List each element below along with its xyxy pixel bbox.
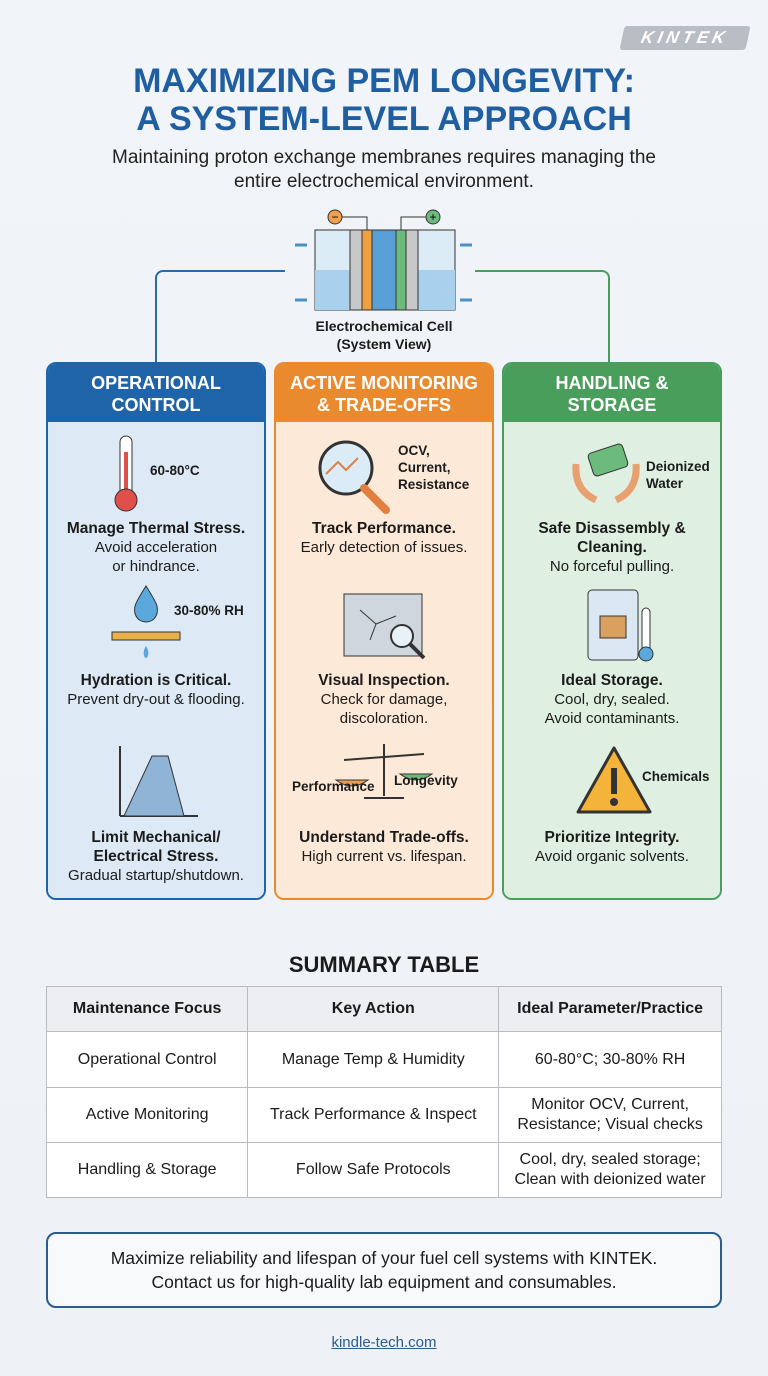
table-cell: Track Performance & Inspect bbox=[248, 1088, 499, 1143]
list-item: Prioritize Integrity. Avoid organic solvents. bbox=[535, 829, 689, 865]
website-link[interactable]: kindle-tech.com bbox=[331, 1334, 437, 1351]
table-cell: Cool, dry, sealed storage; Clean with deionized water bbox=[499, 1143, 722, 1198]
column-header: OPERATIONAL CONTROL bbox=[48, 364, 264, 422]
longevity-label: Longevity bbox=[394, 773, 458, 788]
ramp-graph-icon bbox=[112, 742, 202, 820]
header-cell: Ideal Parameter/Practice bbox=[499, 987, 722, 1032]
column-header: HANDLING & STORAGE bbox=[504, 364, 720, 422]
summary-table bbox=[46, 986, 722, 1198]
header-cell: Key Action bbox=[248, 987, 499, 1032]
header-cell: Maintenance Focus bbox=[47, 987, 248, 1032]
humidity-label: 30-80% RH bbox=[174, 603, 244, 618]
title-line-1: MAXIMIZING PEM LONGEVITY: bbox=[133, 62, 635, 100]
list-item: Limit Mechanical/ Electrical Stress. Gradual startup/shutdown. bbox=[68, 829, 244, 884]
electrochemical-cell-diagram bbox=[290, 200, 480, 315]
table-row bbox=[47, 1088, 722, 1143]
list-item: Manage Thermal Stress. Avoid acceleration or hindrance. bbox=[66, 520, 246, 575]
cta-box: Maximize reliability and lifespan of your fuel cell systems with KINTEK. Contact us for high-quality lab equipment and consumables. bbox=[46, 1232, 722, 1308]
column-operational-control bbox=[46, 362, 266, 900]
deionized-water-label: Deionized Water bbox=[646, 459, 710, 491]
list-item: Safe Disassembly & Cleaning. No forceful pulling. bbox=[538, 520, 686, 575]
table-header-row bbox=[47, 987, 722, 1032]
svg-text:−: − bbox=[331, 210, 339, 224]
water-drop-membrane-icon bbox=[106, 582, 186, 662]
hands-membrane-icon bbox=[570, 434, 642, 506]
magnifier-graph-icon bbox=[314, 438, 394, 518]
cracked-membrane-magnifier-icon bbox=[340, 590, 436, 666]
table-cell: 60-80°C; 30-80% RH bbox=[499, 1032, 722, 1088]
metrics-label: OCV, Current, Resistance bbox=[398, 443, 470, 492]
table-cell: Operational Control bbox=[47, 1032, 248, 1088]
column-header: ACTIVE MONITORING & TRADE-OFFS bbox=[276, 364, 492, 422]
chemicals-label: Chemicals bbox=[642, 769, 710, 784]
sealed-bag-thermometer-icon bbox=[584, 586, 664, 666]
table-cell: Handling & Storage bbox=[47, 1143, 248, 1198]
table-cell: Active Monitoring bbox=[47, 1088, 248, 1143]
list-item: Ideal Storage. Cool, dry, sealed. Avoid contaminants. bbox=[544, 672, 680, 727]
temperature-label: 60-80°C bbox=[150, 463, 200, 478]
summary-table-title: SUMMARY TABLE bbox=[288, 952, 480, 977]
performance-label: Performance bbox=[292, 779, 375, 794]
list-item: Visual Inspection. Check for damage, discoloration. bbox=[318, 672, 450, 727]
svg-text:+: + bbox=[429, 210, 437, 224]
table-row bbox=[47, 1032, 722, 1088]
list-item: Hydration is Critical. Prevent dry-out & flooding. bbox=[67, 672, 245, 708]
column-active-monitoring bbox=[274, 362, 494, 900]
subtitle: Maintaining proton exchange membranes requires managing the entire electrochemical environment. bbox=[112, 147, 656, 192]
table-row bbox=[47, 1143, 722, 1198]
table-cell: Follow Safe Protocols bbox=[248, 1143, 499, 1198]
cell-label: Electrochemical Cell (System View) bbox=[315, 318, 453, 352]
thermometer-icon bbox=[112, 434, 142, 514]
table-cell: Manage Temp & Humidity bbox=[248, 1032, 499, 1088]
column-handling-storage bbox=[502, 362, 722, 900]
title-line-2: A SYSTEM-LEVEL APPROACH bbox=[136, 100, 632, 138]
list-item: Understand Trade-offs. High current vs. lifespan. bbox=[299, 829, 469, 865]
table-cell: Monitor OCV, Current, Resistance; Visual checks bbox=[499, 1088, 722, 1143]
page-title bbox=[0, 62, 768, 138]
list-item: Track Performance. Early detection of issues. bbox=[300, 520, 468, 556]
kintek-logo: KINTEK bbox=[619, 26, 750, 50]
